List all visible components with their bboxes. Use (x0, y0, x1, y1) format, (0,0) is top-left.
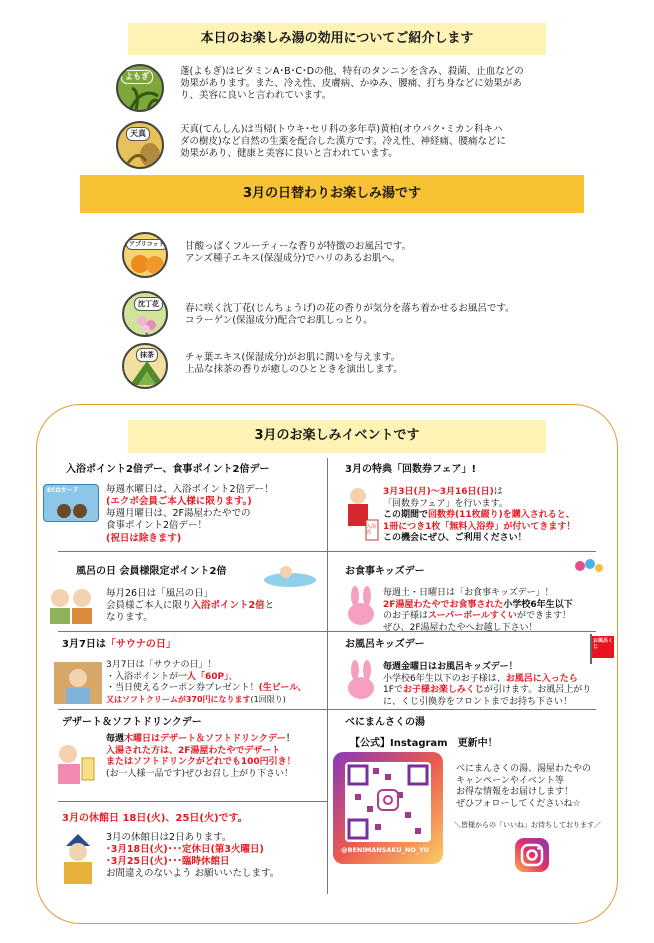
kids-meal-title: お食事キッズデー (345, 566, 425, 577)
super-ball-icon (574, 556, 604, 576)
qr-code-frame[interactable] (333, 752, 443, 864)
lottery-flag-label: お風呂くじ (593, 638, 614, 650)
dessert-illustration (48, 738, 104, 788)
sauna-day-text: 3月7日は「サウナの日」！ ・入浴ポイントが一人「60P」、 ・当日使えるクーポン券プレゼント！(生ビール、 又はソフトクリームが370円になります(1回限り) (106, 660, 307, 704)
instagram-camera-icon (515, 838, 549, 872)
tenshin-badge (116, 121, 164, 169)
instagram-footer: ＼皆様からの「いいね」お待ちしております／ (454, 821, 601, 829)
kids-bath-text: 毎週金曜日はお風呂キッズデー！ 小学校6年生以下のお子様は、お風呂に入ったら 1Fでお子様お楽しみくじが引けます。お風呂上がり に、くじ引換券をフロントまでお持ち下さい！ (383, 662, 592, 707)
qr-code (345, 762, 431, 842)
matcha-description: チャ葉エキス(保湿成分)がお肌に潤いを与えます。 上品な抹茶の香りが癒しのひとときを演出します。 (185, 352, 403, 376)
instagram-icon[interactable] (515, 838, 549, 872)
rabbit-icon (344, 660, 378, 700)
point-day-text: 毎週水曜日は、入浴ポイント2倍デー！ (エクボ会員ご本人様に限ります。) 毎週月曜日は、2F湯屋わたやでの 食事ポイント2倍デー！ (祝日は除きます) (106, 484, 274, 544)
instagram-subtitle: 【公式】Instagram 更新中！ (350, 738, 498, 749)
sauna-person-illustration (52, 658, 104, 706)
ticket-fair-text: 3月3日(月)～3月16日(日)は 「回数券フェア」を行います。 この期間で回数券(11枚綴り)を購入されると、 1冊につき1枚「無料入浴券」が付いてきます！ この機会にぜひ、ご利用ください！ (383, 487, 576, 544)
jinchouge-description: 春に咲く沈丁花(じんちょうげ)の花の香りが気分を落ち着かせるお風呂です。 コラーゲン(保湿成分)配合でお肌しっとり。 (185, 303, 515, 327)
point-day-title: 入浴ポイント2倍デー、食事ポイント2倍デー (66, 464, 270, 475)
apricot-description: 甘酸っぱくフルーティーな香りが特徴のお風呂です。 アンズ種子エキス(保湿成分)でハリのあるお肌へ。 (185, 241, 412, 265)
row-divider (58, 551, 596, 552)
row-divider (58, 801, 327, 802)
closed-days-text: 3月の休館日は2日あります。 ･3月18日(火)･･･定休日(第3火曜日) ･3月25日(火)･･･臨時休館日 お間違えのないよう お願いいたします。 (106, 832, 280, 880)
staff-illustration (56, 832, 100, 886)
instagram-text: べにまんさくの湯、湯屋わたやの キャンペーンやイベント等 お得な情報をお届けします！ ぜひフォローしてくださいね☆ (456, 764, 592, 809)
yomogi-description: 蓬(よもぎ)はビタミンA･B･C･Dの他、特有のタンニンを含み、殺菌、止血などの 効果があります。また、冷え性、皮膚病、かゆみ、腰痛、打ち身などに効果があ り、美容に良いと言われています。 (180, 66, 524, 102)
elderly-couple-icon (44, 584, 98, 624)
column-divider (327, 458, 328, 894)
tenshin-description: 天真(てんしん)は当帰(トウキ･セリ科の多年草)黄柏(オウバク･ミカン科キハ ダの樹皮)など自然の生薬を配合した漢方です。冷え性、神経痛、腰痛などに 効果があり、健康と美容に良いと言われています。 (180, 124, 506, 160)
matcha-badge (122, 343, 168, 389)
kids-meal-ball-illustration (574, 556, 604, 576)
events-title: 3月のお楽しみイベントです (128, 420, 546, 453)
badge-label: 天真 (126, 127, 150, 141)
kids-meal-text: 毎週土・日曜日は「お食事キッズデー」！ 2F湯屋わたやでお食事された小学校6年生以下 のお子様はスーパーボールすくいができます！ ぜひ、2F湯屋わたやへお越し下さい！ (383, 588, 573, 633)
kids-bath-title: お風呂キッズデー (345, 639, 425, 650)
dessert-day-title: デザート＆ソフトドリンクデー (62, 717, 202, 728)
jinchouge-badge (122, 291, 168, 337)
sauna-day-title: 3月7日は「サウナの日」 (62, 639, 176, 650)
eco-card-label: ECOカード (47, 487, 79, 494)
bear-icon (44, 485, 100, 523)
dessert-icon (48, 738, 104, 788)
lottery-flag-illustration (588, 634, 618, 664)
badge-label: アプリコット (126, 239, 168, 250)
closed-days-title: 3月の休館日 18日(火)、25日(火)です。 (62, 813, 248, 824)
dessert-day-text: 毎週木曜日はデザート＆ソフトドリンクデー！ 入湯された方は、2F湯屋わたやでデザート またはソフトドリンクがどれでも100円引き！ (お一人様一品です)ぜひお召し上がり下さい！ (106, 734, 296, 779)
sauna-icon (52, 658, 104, 706)
bath-illustration (262, 560, 317, 588)
rabbit-icon (344, 586, 378, 626)
ticket-bag-label: 入浴券 (366, 524, 377, 537)
apricot-badge (122, 232, 168, 278)
ticket-fair-title: 3月の特典「回数券フェア」! (345, 464, 477, 475)
badge-label: 抹茶 (136, 348, 158, 362)
eco-card (43, 484, 99, 522)
ticket-person-illustration (340, 484, 380, 544)
elderly-couple-illustration (44, 584, 98, 624)
staff-bowing-icon (56, 832, 100, 886)
furo-day-title: 風呂の日 会員様限定ポイント2倍 (76, 566, 227, 577)
bathing-person-icon (262, 560, 317, 588)
furo-day-text: 毎月26日は「風呂の日」 会員様ご本人に限り入浴ポイント2倍と なります。 (106, 588, 275, 624)
instagram-handle: @BENIMANSAKU_NO_YU (341, 846, 430, 854)
badge-label: 沈丁花 (134, 297, 163, 311)
yomogi-badge (116, 64, 164, 112)
badge-label: よもぎ (121, 70, 153, 84)
instagram-title: べにまんさくの湯 (345, 717, 425, 728)
monthly-title: 3月の日替わりお楽しみ湯です (80, 175, 584, 213)
header-title: 本日のお楽しみ湯の効用についてご紹介します (128, 23, 546, 55)
row-divider (58, 709, 596, 710)
qr-pattern-icon (345, 762, 431, 842)
